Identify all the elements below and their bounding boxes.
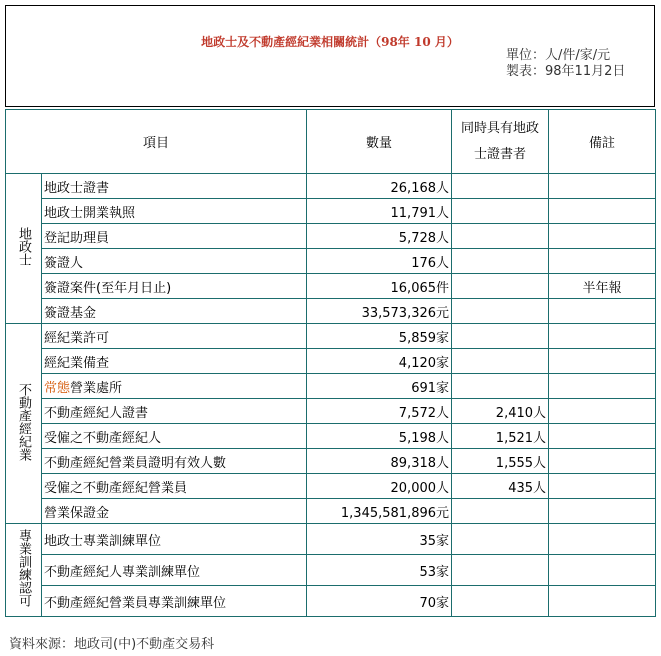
table-row: 不動產經紀營業員專業訓練單位 70家: [6, 586, 656, 617]
report-header: [5, 5, 655, 107]
col-concurrent-header: [452, 110, 549, 174]
col-quantity-header: 數量: [307, 110, 452, 174]
table-row: 地政士開業執照 11,791人: [6, 199, 656, 224]
table-row: 營業保證金 1,345,581,896元: [6, 499, 656, 524]
col-concurrent-line1: 同時具有地政: [461, 120, 540, 136]
table-row: 簽證基金 33,573,326元: [6, 299, 656, 324]
date-label: 製表：98年11月2日: [506, 64, 626, 79]
table-row: 登記助理員 5,728人: [6, 224, 656, 249]
col-concurrent-line2: 士證書者: [474, 146, 527, 162]
table-row: 專業訓練認可 地政士專業訓練單位 35家: [6, 524, 656, 555]
unit-info: [506, 48, 625, 80]
table-row: 不動產經紀營業員證明有效人數 89,318人 1,555人: [6, 449, 656, 474]
col-item-header: 項目: [6, 110, 307, 174]
table-row: 地政士 地政士證書 26,168人: [6, 174, 656, 199]
unit-label: 單位：人/件/家/元: [506, 48, 611, 63]
table-row: 受僱之不動產經紀營業員 20,000人 435人: [6, 474, 656, 499]
table-row: 不動產經紀人證書 7,572人 2,410人: [6, 399, 656, 424]
table-row: 不動產經紀人專業訓練單位 53家: [6, 555, 656, 586]
table-row: 簽證案件(至年月日止) 16,065件 半年報: [6, 274, 656, 299]
category-training: 專業訓練認可: [6, 524, 42, 617]
table-row: 受僱之不動產經紀人 5,198人 1,521人: [6, 424, 656, 449]
highlight-word: 常態: [44, 380, 71, 396]
table-row: 經紀業備查 4,120家: [6, 349, 656, 374]
table-row: 簽證人 176人: [6, 249, 656, 274]
category-land: 地政士: [6, 174, 42, 324]
data-source: 資料來源：地政司(中)不動產交易科: [9, 637, 215, 652]
category-brokerage: 不動產經紀業: [6, 324, 42, 524]
note-semiannual: 半年報: [549, 274, 656, 299]
report-frame: [5, 5, 655, 629]
table-header-row: [6, 110, 656, 174]
statistics-table: [5, 109, 656, 617]
report-title: 地政士及不動產經紀業相關統計（98年 10 月）: [201, 35, 459, 49]
col-note-header: 備註: [549, 110, 656, 174]
table-row: 常態營業處所 691家: [6, 374, 656, 399]
table-row: 不動產經紀業 經紀業許可 5,859家: [6, 324, 656, 349]
